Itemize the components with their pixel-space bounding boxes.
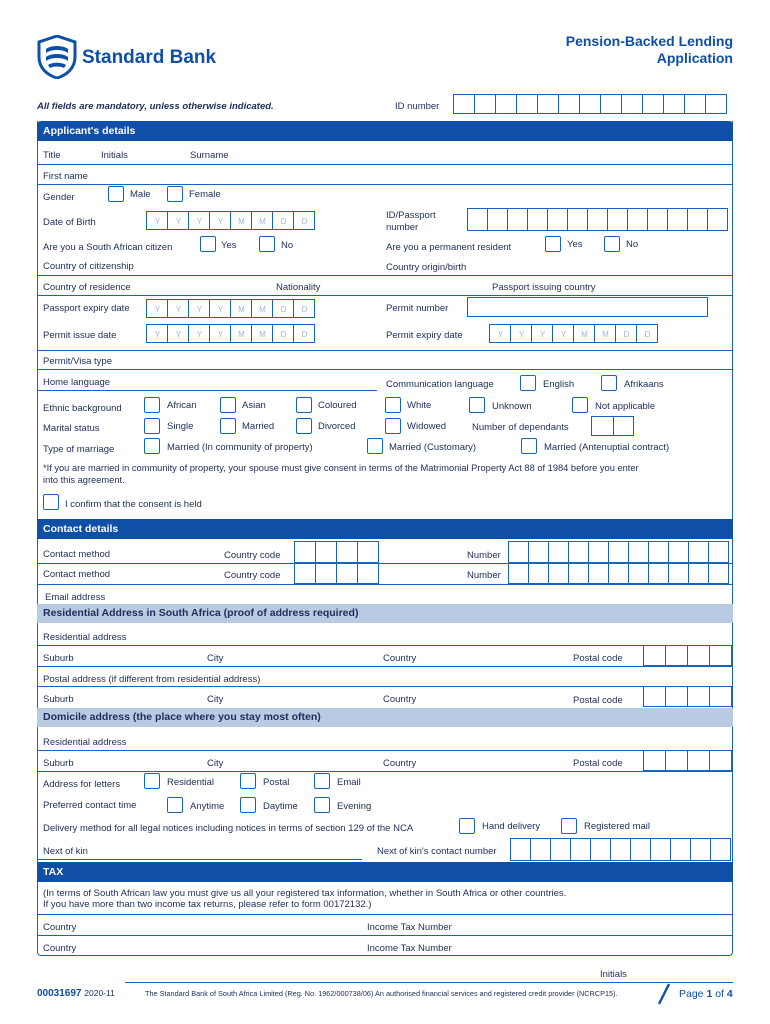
char-box[interactable] — [665, 750, 688, 771]
divorced-label: Divorced — [318, 421, 356, 432]
letters-email-checkbox[interactable] — [314, 773, 330, 789]
char-box[interactable] — [146, 211, 168, 230]
antenuptial-label: Married (Antenuptial contract) — [544, 442, 670, 453]
contact-method-label-2: Contact method — [43, 569, 111, 580]
permit-expiry-label: Permit expiry date — [386, 330, 463, 341]
itn-label-2: Income Tax Number — [367, 943, 452, 954]
country-citizenship-label: Country of citizenship — [43, 261, 134, 272]
char-box[interactable] — [516, 94, 538, 114]
date-placeholder: Y — [175, 330, 182, 339]
not-applicable-checkbox[interactable] — [572, 397, 588, 413]
page-number: 1 — [706, 988, 713, 1000]
next-of-kin-label: Next of kin — [43, 846, 88, 857]
date-placeholder: Y — [217, 305, 224, 314]
date-placeholder: D — [280, 217, 287, 226]
permit-type-label: Permit/Visa type — [43, 356, 112, 367]
date-placeholder: M — [259, 217, 266, 226]
postal-code-label-2: Postal code — [573, 695, 623, 706]
char-box[interactable] — [453, 94, 475, 114]
char-box[interactable] — [272, 324, 294, 343]
char-box[interactable] — [627, 208, 648, 231]
char-box[interactable] — [665, 686, 688, 707]
char-box[interactable] — [294, 541, 316, 563]
passport-country-label: Passport issuing country — [492, 282, 596, 293]
char-box[interactable] — [530, 838, 551, 861]
char-box[interactable] — [643, 750, 666, 771]
char-box[interactable] — [688, 563, 709, 584]
date-placeholder: Y — [196, 330, 203, 339]
female-checkbox[interactable] — [167, 186, 183, 202]
initials-label: Initials — [101, 150, 128, 161]
char-box[interactable] — [495, 94, 517, 114]
char-box[interactable] — [251, 299, 273, 318]
applicant-section-header: Applicant's details — [37, 121, 733, 141]
char-box[interactable] — [610, 838, 631, 861]
date-placeholder: D — [280, 330, 287, 339]
char-box[interactable] — [567, 208, 588, 231]
date-placeholder: M — [238, 217, 245, 226]
char-box[interactable] — [487, 208, 508, 231]
citizen-no-label: No — [281, 240, 294, 251]
anytime-checkbox[interactable] — [167, 797, 183, 813]
res-address-label: Residential address — [43, 632, 127, 643]
married-label: Married — [242, 421, 275, 432]
hand-delivery-label: Hand delivery — [482, 821, 541, 832]
form-date: 2020-11 — [84, 988, 115, 998]
white-checkbox[interactable] — [385, 397, 401, 413]
citizen-yes-label: Yes — [221, 240, 237, 251]
date-placeholder: D — [644, 330, 651, 339]
unknown-label: Unknown — [492, 401, 532, 412]
date-placeholder: D — [280, 305, 287, 314]
char-box[interactable] — [647, 208, 668, 231]
tax-country-label-2: Country — [43, 943, 77, 954]
widowed-label: Widowed — [407, 421, 447, 432]
id-passport-label-2: number — [386, 222, 419, 233]
surname-label: Surname — [190, 150, 229, 161]
page-indicator — [679, 988, 733, 1000]
number-label-1: Number — [467, 550, 501, 561]
char-box[interactable] — [568, 563, 589, 584]
char-box[interactable] — [336, 563, 358, 584]
char-box[interactable] — [709, 645, 732, 666]
char-box[interactable] — [230, 299, 252, 318]
char-box[interactable] — [628, 563, 649, 584]
char-box[interactable] — [642, 94, 664, 114]
char-box[interactable] — [547, 208, 568, 231]
registered-mail-checkbox[interactable] — [561, 818, 577, 834]
char-box[interactable] — [548, 541, 569, 563]
suburb-label-2: Suburb — [43, 694, 74, 705]
cop-label: Married (In community of property) — [167, 442, 313, 453]
contact-method-label-1: Contact method — [43, 549, 111, 560]
char-box[interactable] — [587, 208, 608, 231]
char-box[interactable] — [621, 94, 643, 114]
letters-residential-label: Residential — [167, 777, 214, 788]
tax-section-header: TAX — [37, 862, 733, 882]
char-box[interactable] — [668, 541, 689, 563]
char-box[interactable] — [552, 324, 574, 343]
consent-confirm-label: I confirm that the consent is held — [65, 499, 202, 510]
citizen-no-checkbox[interactable] — [259, 236, 275, 252]
coloured-label: Coloured — [318, 400, 357, 411]
resident-yes-label: Yes — [567, 239, 583, 250]
tax-note-1: (In terms of South African law you must give us all your registered tax information, whether in South Africa or other countries. — [43, 888, 567, 899]
char-box[interactable] — [294, 563, 316, 584]
date-placeholder: D — [301, 217, 308, 226]
char-box[interactable] — [527, 208, 548, 231]
delivery-label: Delivery method for all legal notices including notices in terms of section 129 of the NCA — [43, 823, 414, 834]
char-box[interactable] — [667, 208, 688, 231]
consent-checkbox[interactable] — [43, 494, 59, 510]
english-label: English — [543, 379, 575, 390]
char-box[interactable] — [588, 563, 609, 584]
legal-text: The Standard Bank of South Africa Limited (Reg. No. 1962/000738/06) An authorised financial services and registered credit provider (NCRCP15). — [145, 989, 618, 998]
dom-city-label: City — [207, 758, 224, 769]
char-box[interactable] — [537, 94, 559, 114]
single-label: Single — [167, 421, 194, 432]
citizen-yes-checkbox[interactable] — [200, 236, 216, 252]
char-box[interactable] — [558, 94, 580, 114]
date-placeholder: Y — [154, 305, 161, 314]
consent-note-1: *If you are married in community of property, your spouse must give consent in terms of the Matrimonial Property Act 88 of 1984 before you enter — [43, 463, 639, 473]
customary-label: Married (Customary) — [389, 442, 477, 453]
marriage-type-label: Type of marriage — [43, 444, 115, 455]
char-box[interactable] — [272, 211, 294, 230]
letters-postal-label: Postal — [263, 777, 290, 788]
char-box[interactable] — [508, 541, 529, 563]
antenuptial-checkbox[interactable] — [521, 438, 537, 454]
brand-name: Standard Bank — [82, 47, 217, 68]
passport-expiry-label: Passport expiry date — [43, 303, 130, 314]
slash-divider-icon — [655, 983, 671, 1005]
date-placeholder: Y — [196, 305, 203, 314]
evening-checkbox[interactable] — [314, 797, 330, 813]
country-label-2: Country — [383, 694, 417, 705]
char-box[interactable] — [336, 541, 358, 563]
preferred-time-label: Preferred contact time — [43, 800, 137, 811]
unknown-checkbox[interactable] — [469, 397, 485, 413]
home-language-label: Home language — [43, 377, 111, 388]
char-box[interactable] — [628, 541, 649, 563]
coloured-checkbox[interactable] — [296, 397, 312, 413]
char-box[interactable] — [687, 645, 710, 666]
char-box[interactable] — [357, 563, 379, 584]
char-box[interactable] — [510, 324, 532, 343]
asian-label: Asian — [242, 400, 266, 411]
date-placeholder: Y — [560, 330, 567, 339]
char-box[interactable] — [663, 94, 685, 114]
postal-address-label: Postal address (if different from residential address) — [43, 674, 261, 685]
char-box[interactable] — [167, 211, 189, 230]
tax-note-2: If you have more than two income tax returns, please refer to form 00172132.) — [43, 899, 372, 910]
char-box[interactable] — [293, 324, 315, 343]
id-number-label: ID number — [395, 101, 440, 112]
char-box[interactable] — [548, 563, 569, 584]
char-box[interactable] — [710, 838, 731, 861]
id-passport-label-1: ID/Passport — [386, 210, 436, 221]
char-box[interactable] — [209, 324, 231, 343]
date-placeholder: Y — [518, 330, 525, 339]
char-box[interactable] — [708, 563, 729, 584]
african-checkbox[interactable] — [144, 397, 160, 413]
itn-label-1: Income Tax Number — [367, 922, 452, 933]
country-residence-label: Country of residence — [43, 282, 131, 293]
initials-footer-label: Initials — [600, 969, 627, 980]
domicile-section-header: Domicile address (the place where you stay most often) — [37, 708, 733, 727]
char-box[interactable] — [251, 324, 273, 343]
char-box[interactable] — [648, 563, 669, 584]
char-box[interactable] — [230, 211, 252, 230]
date-placeholder: M — [602, 330, 609, 339]
char-box[interactable] — [608, 541, 629, 563]
char-box[interactable] — [630, 838, 651, 861]
char-box[interactable] — [272, 299, 294, 318]
anytime-label: Anytime — [190, 801, 225, 812]
char-box[interactable] — [600, 94, 622, 114]
date-placeholder: D — [301, 330, 308, 339]
marital-label: Marital status — [43, 423, 100, 434]
char-box[interactable] — [209, 299, 231, 318]
char-box[interactable] — [146, 324, 168, 343]
first-name-label: First name — [43, 171, 88, 182]
form-number — [37, 988, 115, 999]
date-placeholder: Y — [196, 217, 203, 226]
permit-number-input[interactable] — [467, 297, 708, 317]
page-total: 4 — [726, 988, 733, 1000]
char-box[interactable] — [573, 324, 595, 343]
contact-section-header: Contact details — [37, 519, 733, 539]
page-word: Page — [679, 988, 704, 1000]
char-box[interactable] — [608, 563, 629, 584]
char-box[interactable] — [167, 299, 189, 318]
resident-no-label: No — [626, 239, 639, 250]
postal-code-label-1: Postal code — [573, 653, 623, 664]
char-box[interactable] — [508, 563, 529, 584]
date-placeholder: Y — [175, 217, 182, 226]
of-word: of — [715, 988, 724, 1000]
char-box[interactable] — [688, 541, 709, 563]
char-box[interactable] — [230, 324, 252, 343]
char-box[interactable] — [665, 645, 688, 666]
gender-label: Gender — [43, 192, 75, 203]
form-title-line1: Pension-Backed Lending — [565, 33, 733, 49]
hand-delivery-checkbox[interactable] — [459, 818, 475, 834]
daytime-checkbox[interactable] — [240, 797, 256, 813]
char-box[interactable] — [209, 211, 231, 230]
char-box[interactable] — [690, 838, 711, 861]
divorced-checkbox[interactable] — [296, 418, 312, 434]
resident-yes-checkbox[interactable] — [545, 236, 561, 252]
date-placeholder: Y — [217, 217, 224, 226]
date-placeholder: M — [238, 305, 245, 314]
char-box[interactable] — [708, 541, 729, 563]
date-placeholder: Y — [497, 330, 504, 339]
shield-logo-icon — [37, 35, 77, 79]
date-placeholder: D — [623, 330, 630, 339]
nationality-label: Nationality — [276, 282, 321, 293]
mandatory-note: All fields are mandatory, unless otherwise indicated. — [37, 101, 274, 112]
perm-resident-label: Are you a permanent resident — [386, 242, 512, 253]
char-box[interactable] — [579, 94, 601, 114]
char-box[interactable] — [705, 94, 727, 114]
date-placeholder: D — [301, 305, 308, 314]
dom-suburb-label: Suburb — [43, 758, 74, 769]
kin-contact-label: Next of kin's contact number — [377, 846, 497, 857]
date-placeholder: Y — [154, 330, 161, 339]
dom-res-address-label: Residential address — [43, 737, 127, 748]
char-box[interactable] — [607, 208, 628, 231]
married-checkbox[interactable] — [220, 418, 236, 434]
asian-checkbox[interactable] — [220, 397, 236, 413]
char-box[interactable] — [550, 838, 571, 861]
char-box[interactable] — [531, 324, 553, 343]
permit-issue-label: Permit issue date — [43, 330, 117, 341]
char-box[interactable] — [590, 838, 611, 861]
char-box[interactable] — [167, 324, 189, 343]
city-label-1: City — [207, 653, 224, 664]
registered-mail-label: Registered mail — [584, 821, 650, 832]
cop-checkbox[interactable] — [144, 438, 160, 454]
applicant-frame — [37, 121, 733, 519]
letters-postal-checkbox[interactable] — [240, 773, 256, 789]
char-box[interactable] — [648, 541, 669, 563]
char-box[interactable] — [684, 94, 706, 114]
date-placeholder: Y — [539, 330, 546, 339]
char-box[interactable] — [474, 94, 496, 114]
char-box[interactable] — [146, 299, 168, 318]
char-box[interactable] — [315, 563, 337, 584]
customary-checkbox[interactable] — [367, 438, 383, 454]
afrikaans-checkbox[interactable] — [601, 375, 617, 391]
letters-email-label: Email — [337, 777, 361, 788]
country-label-1: Country — [383, 653, 417, 664]
male-checkbox[interactable] — [108, 186, 124, 202]
char-box[interactable] — [650, 838, 671, 861]
char-box[interactable] — [670, 838, 691, 861]
resident-no-checkbox[interactable] — [604, 236, 620, 252]
date-placeholder: M — [581, 330, 588, 339]
char-box[interactable] — [489, 324, 511, 343]
char-box[interactable] — [315, 541, 337, 563]
female-label: Female — [189, 189, 221, 200]
evening-label: Evening — [337, 801, 372, 812]
date-placeholder: Y — [154, 217, 161, 226]
male-label: Male — [130, 189, 151, 200]
dom-postal-code-label: Postal code — [573, 758, 623, 769]
country-origin-label: Country origin/birth — [386, 262, 467, 273]
white-label: White — [407, 400, 432, 411]
char-box[interactable] — [687, 208, 708, 231]
date-placeholder: M — [259, 305, 266, 314]
ethnic-label: Ethnic background — [43, 403, 122, 414]
letters-residential-checkbox[interactable] — [144, 773, 160, 789]
dob-label: Date of Birth — [43, 217, 96, 228]
char-box[interactable] — [467, 208, 488, 231]
form-title-line2: Application — [656, 50, 733, 66]
char-box[interactable] — [528, 541, 549, 563]
char-box[interactable] — [188, 324, 210, 343]
char-box[interactable] — [615, 324, 637, 343]
form-code: 00031697 — [37, 988, 82, 999]
single-checkbox[interactable] — [144, 418, 160, 434]
consent-note-2: into this agreement. — [43, 475, 125, 485]
date-placeholder: M — [259, 330, 266, 339]
char-box[interactable] — [251, 211, 273, 230]
country-code-label-1: Country code — [224, 550, 281, 561]
widowed-checkbox[interactable] — [385, 418, 401, 434]
char-box[interactable] — [188, 299, 210, 318]
char-box[interactable] — [709, 750, 732, 771]
char-box[interactable] — [707, 208, 728, 231]
char-box[interactable] — [528, 563, 549, 584]
comm-language-label: Communication language — [386, 379, 494, 390]
char-box[interactable] — [643, 645, 666, 666]
city-label-2: City — [207, 694, 224, 705]
number-label-2: Number — [467, 570, 501, 581]
date-placeholder: Y — [175, 305, 182, 314]
residential-section-header: Residential Address in South Africa (proof of address required) — [37, 604, 733, 623]
daytime-label: Daytime — [263, 801, 298, 812]
char-box[interactable] — [293, 299, 315, 318]
char-box[interactable] — [709, 686, 732, 707]
char-box[interactable] — [357, 541, 379, 563]
country-code-label-2: Country code — [224, 570, 281, 581]
char-box[interactable] — [293, 211, 315, 230]
suburb-label-1: Suburb — [43, 653, 74, 664]
bank-logo — [37, 35, 77, 79]
char-box[interactable] — [687, 686, 710, 707]
char-box[interactable] — [668, 563, 689, 584]
char-box[interactable] — [643, 686, 666, 707]
char-box[interactable] — [188, 211, 210, 230]
char-box[interactable] — [570, 838, 591, 861]
char-box[interactable] — [510, 838, 531, 861]
not-applicable-label: Not applicable — [595, 401, 656, 412]
char-box[interactable] — [594, 324, 616, 343]
letters-label: Address for letters — [43, 779, 121, 790]
date-placeholder: Y — [217, 330, 224, 339]
email-label: Email address — [45, 592, 106, 603]
char-box[interactable] — [636, 324, 658, 343]
african-label: African — [167, 400, 197, 411]
char-box[interactable] — [568, 541, 589, 563]
permit-number-label: Permit number — [386, 303, 449, 314]
afrikaans-label: Afrikaans — [624, 379, 664, 390]
english-checkbox[interactable] — [520, 375, 536, 391]
tax-country-label-1: Country — [43, 922, 77, 933]
date-placeholder: M — [238, 330, 245, 339]
title-label: Title — [43, 150, 61, 161]
dependants-label: Number of dependants — [472, 422, 569, 433]
sa-citizen-label: Are you a South African citizen — [43, 242, 173, 253]
dom-country-label: Country — [383, 758, 417, 769]
char-box[interactable] — [507, 208, 528, 231]
char-box[interactable] — [588, 541, 609, 563]
char-box[interactable] — [687, 750, 710, 771]
